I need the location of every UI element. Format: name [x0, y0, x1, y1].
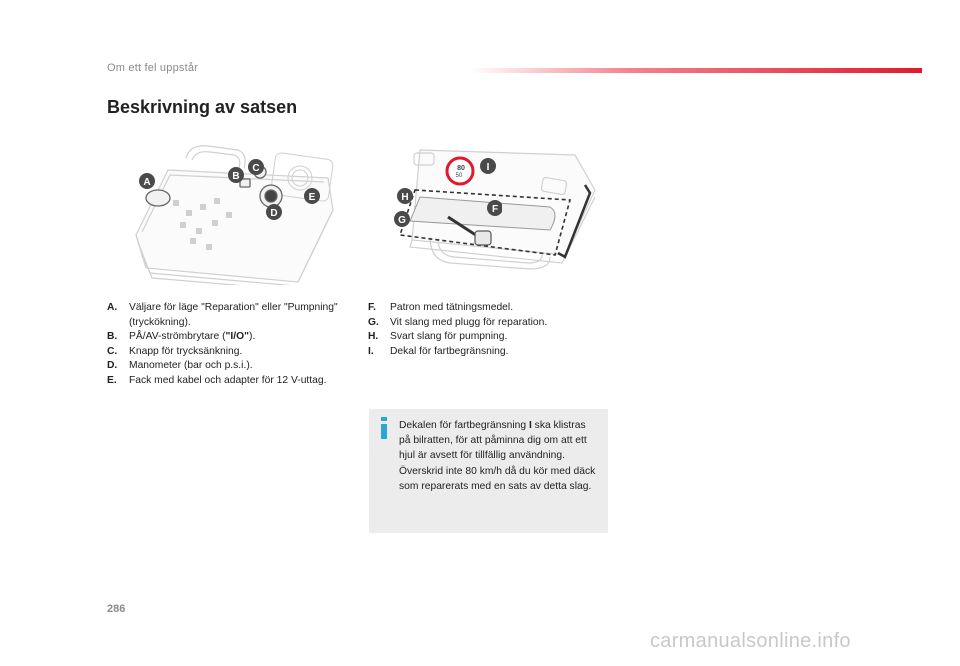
sticker-speed-50: 50	[455, 173, 463, 179]
list-text: Väljare för läge "Reparation" eller "Pumpning" (tryckökning).	[129, 302, 338, 328]
list-text: Patron med tätningsmedel.	[390, 302, 514, 313]
svg-text:G: G	[398, 215, 406, 226]
list-item-d	[107, 359, 357, 374]
svg-text:I: I	[486, 162, 490, 173]
svg-text:F: F	[491, 204, 499, 215]
svg-text:D: D	[270, 208, 278, 219]
component-list-right	[368, 301, 608, 359]
list-key: I.	[368, 345, 374, 357]
list-key: A.	[107, 302, 118, 313]
callout-g	[394, 211, 410, 227]
list-text: Manometer (bar och p.s.i.).	[129, 360, 253, 372]
callout-d	[266, 204, 282, 220]
svg-text:A: A	[143, 177, 151, 188]
info-icon	[377, 417, 391, 439]
callout-c	[248, 159, 264, 175]
header-accent-bar	[470, 68, 922, 73]
list-key: F.	[368, 302, 377, 313]
callouts-left	[138, 157, 328, 223]
component-list-left	[107, 301, 357, 389]
list-key: D.	[107, 360, 118, 372]
list-item-a	[107, 301, 357, 330]
list-item-c	[107, 345, 357, 360]
svg-text:C: C	[252, 163, 260, 174]
info-note-text	[399, 418, 599, 494]
list-item-b	[107, 330, 357, 345]
section-title: Om ett fel uppstår	[107, 62, 199, 74]
page-heading: Beskrivning av satsen	[107, 97, 298, 117]
watermark: carmanualsonline.info	[650, 630, 851, 652]
callout-f	[487, 200, 502, 216]
list-text: Dekal för fartbegränsning.	[390, 345, 509, 357]
note-paragraph-2: Överskrid inte 80 km/h då du kör med däck som reparerats med en sats av detta slag.	[399, 465, 596, 492]
list-item-h	[368, 330, 608, 345]
page-number: 286	[107, 603, 126, 615]
list-text: Fack med kabel och adapter för 12 V-uttag.	[129, 374, 327, 386]
callout-h	[397, 188, 413, 204]
list-item-g	[368, 316, 608, 331]
callout-a	[139, 173, 155, 189]
callouts-right	[392, 156, 502, 232]
callout-i	[480, 158, 496, 174]
list-text: PÅ/AV-strömbrytare ("I/O").	[129, 331, 256, 343]
list-item-f	[368, 301, 608, 316]
list-key: G.	[368, 316, 379, 328]
list-text: Knapp för trycksänkning.	[129, 345, 243, 357]
list-item-e	[107, 374, 357, 389]
list-text: Vit slang med plugg för reparation.	[390, 316, 548, 328]
svg-text:B: B	[232, 171, 240, 182]
callout-b	[228, 167, 244, 183]
sticker-speed-80: 80	[457, 165, 465, 172]
list-text: Svart slang för pumpning.	[390, 331, 508, 343]
list-key: C.	[107, 345, 118, 357]
note-paragraph-1: Dekalen för fartbegränsning I ska klistras på bilratten, för att påminna dig om att ett hjul är avsett för tillfällig användning.	[399, 420, 587, 462]
list-key: B.	[107, 331, 118, 343]
callout-e	[304, 188, 320, 204]
list-key: E.	[107, 374, 117, 386]
list-key: H.	[368, 331, 379, 343]
svg-text:H: H	[401, 192, 409, 203]
list-item-i	[368, 345, 608, 360]
svg-text:E: E	[308, 192, 316, 203]
